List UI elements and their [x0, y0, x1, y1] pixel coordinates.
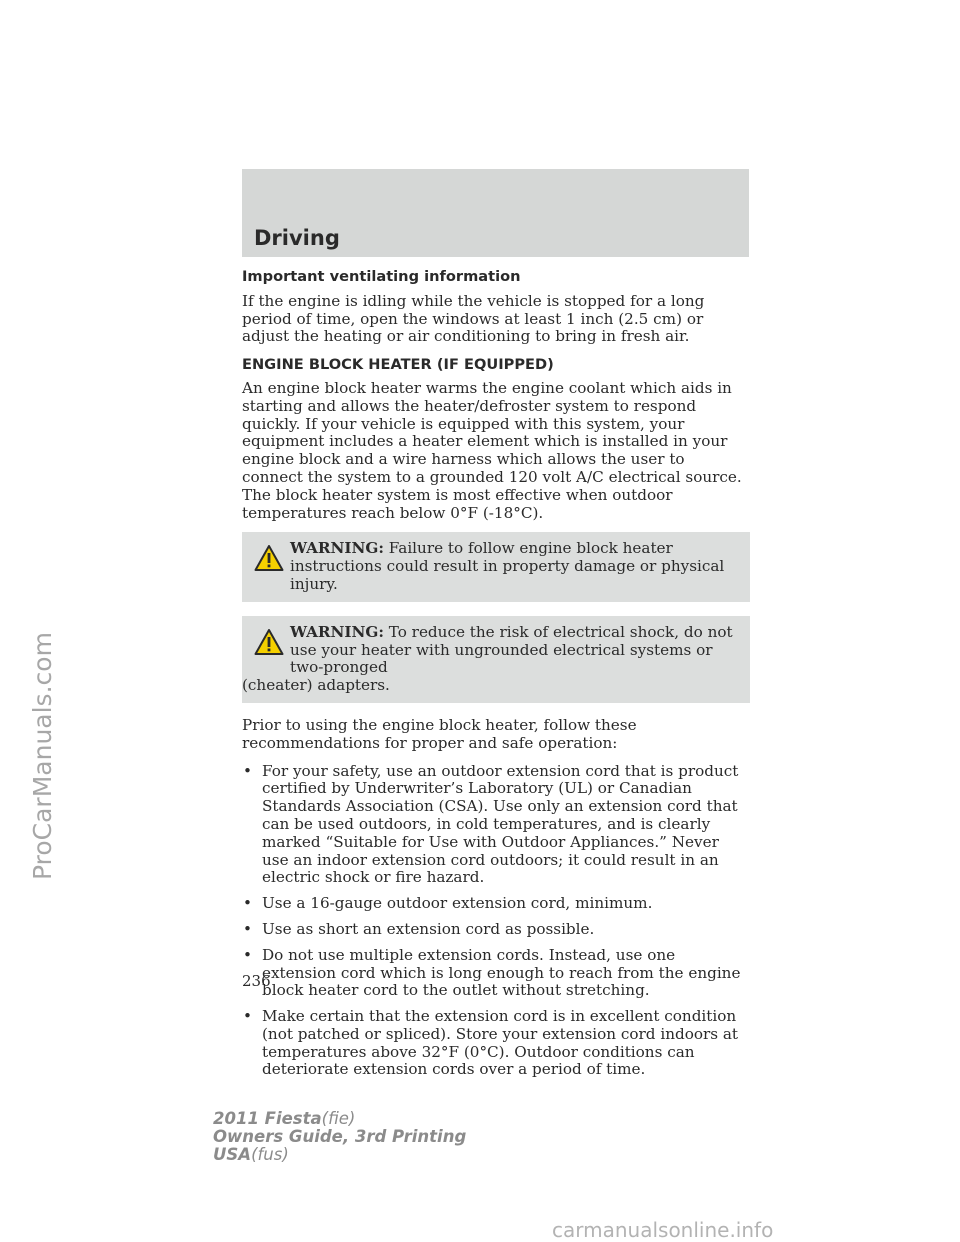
list-item-text: Do not use multiple extension cords. Instead, use one extension cord which is long enough to reach from the engine block heater cord to the outlet without stretching. [262, 945, 741, 1000]
ventilation-heading: Important ventilating information [242, 268, 521, 285]
bullet: • [243, 919, 252, 938]
footer-guide: Owners Guide, 3rd Printing [213, 1127, 467, 1146]
page-content [242, 268, 750, 1087]
list-item-text: For your safety, use an outdoor extension cord that is product certified by Underwriter’s Laboratory (UL) or Canadian Standards Association (CSA). Use only an extension cord that can be used outdoors, in cold temperatures, and is clearly marked “Suitable for Use with Outdoor Appliances.” Never use an indoor extension cord outdoors; it could result in an electric shock or fire hazard. [262, 761, 739, 887]
warning-box-shock [242, 616, 750, 703]
recommendations-intro: Prior to using the engine block heater, follow these recommendations for proper and safe operation: [242, 715, 637, 752]
list-item [242, 947, 750, 1000]
watermark-procarmanuals: ProCarManuals.com [28, 632, 57, 880]
list-item [242, 895, 750, 913]
footer-model-code: (fie) [321, 1109, 356, 1128]
list-item [242, 1008, 750, 1079]
warning-text-continued: (cheater) adapters. [242, 676, 390, 695]
list-item [242, 763, 750, 888]
ventilation-paragraph: If the engine is idling while the vehicle is stopped for a long period of time, open the windows at least 1 inch (2.5 cm) or adjust the heating or air conditioning to bring in fresh air. [242, 291, 705, 346]
list-item-text: Use as short an extension cord as possible. [262, 919, 595, 938]
warning-triangle-icon [254, 628, 284, 656]
document-footer [213, 1110, 466, 1164]
warning-label: WARNING: [290, 622, 384, 641]
section-title: Driving [254, 226, 340, 250]
block-heater-heading: ENGINE BLOCK HEATER (IF EQUIPPED) [242, 356, 554, 374]
warning-text: Failure to follow engine block heater instructions could result in property damage or physical injury. [290, 539, 725, 593]
warning-box-property [242, 532, 750, 601]
warning-triangle-icon [254, 544, 284, 572]
recommendations-list [242, 763, 750, 1080]
bullet: • [243, 945, 252, 964]
list-item [242, 921, 750, 939]
footer-market: USA [213, 1145, 252, 1164]
page-number: 236 [242, 972, 271, 990]
footer-model: 2011 Fiesta [213, 1109, 322, 1128]
bullet: • [243, 761, 252, 780]
block-heater-paragraph: An engine block heater warms the engine coolant which aids in starting and allows the heater/defroster system to respond quickly. If your vehicle is equipped with this system, your equipment includes a heater element which is installed in your engine block and a wire harness which allows the user to connect the system to a grounded 120 volt A/C electrical source. The block heater system is most effective when outdoor temperatures reach below 0°F (-18°C). [242, 378, 742, 522]
warning-label: WARNING: [290, 539, 384, 558]
warning-text: To reduce the risk of electrical shock, do not use your heater with ungrounded electrical systems or two-pronged [290, 622, 733, 677]
bullet: • [243, 1007, 252, 1026]
list-item-text: Make certain that the extension cord is in excellent condition (not patched or spliced). Store your extension cord indoors at temperatures above 32°F (0°C). Outdoor conditions can deteriorate extension cords over a period of time. [262, 1007, 739, 1079]
watermark-carmanualsonline: carmanualsonline.info [552, 1218, 774, 1242]
list-item-text: Use a 16-gauge outdoor extension cord, minimum. [262, 894, 653, 913]
bullet: • [243, 894, 252, 913]
footer-market-code: (fus) [251, 1145, 289, 1164]
